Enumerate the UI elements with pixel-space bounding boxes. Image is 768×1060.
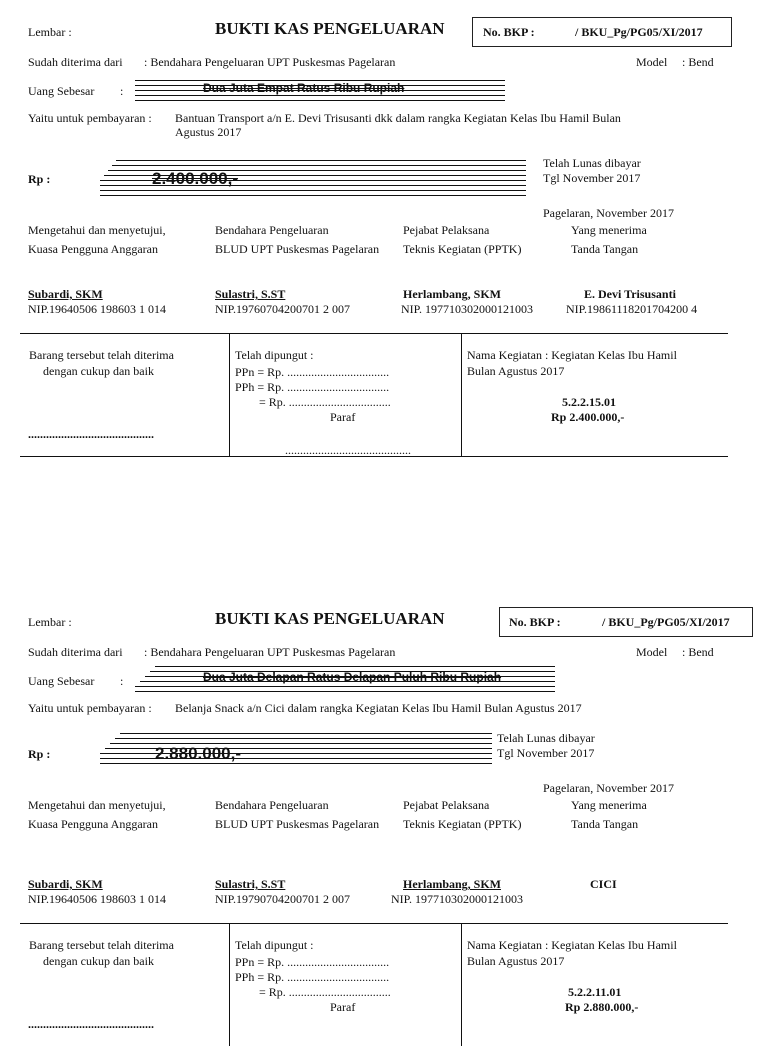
total-line: = Rp. .................................. xyxy=(259,985,391,999)
bkp-number-box xyxy=(499,607,753,637)
pph-line: PPh = Rp. .................................. xyxy=(235,380,390,394)
yaitu-line-2: Agustus 2017 xyxy=(175,125,242,139)
signatory-3-nip: NIP. 197710302000121003 xyxy=(401,302,534,316)
diterima-label: Sudah diterima dari xyxy=(28,645,123,659)
signatory-2-name: Sulastri, S.ST xyxy=(215,877,286,891)
signatory-3-name: Herlambang, SKM xyxy=(403,877,501,891)
diterima-value: : Bendahara Pengeluaran UPT Puskesmas Pagelaran xyxy=(144,55,396,69)
kode-rekening: 5.2.2.11.01 xyxy=(568,985,622,999)
diterima-label: Sudah diterima dari xyxy=(28,55,123,69)
ppn-line: PPn = Rp. .................................. xyxy=(235,365,390,379)
divider-top xyxy=(20,923,728,924)
signatory-2-name: Sulastri, S.ST xyxy=(215,287,286,301)
col1-line2: Kuasa Pengguna Anggaran xyxy=(28,817,158,831)
col4-line1: Yang menerima xyxy=(571,798,647,812)
uang-colon: : xyxy=(120,674,124,688)
barang-line1: Barang tersebut telah diterima xyxy=(29,348,174,362)
signatory-2-nip: NIP.19760704200701 2 007 xyxy=(215,302,351,316)
signatory-3-name: Herlambang, SKM xyxy=(403,287,501,301)
col4-line1: Yang menerima xyxy=(571,223,647,237)
total-line: = Rp. .................................. xyxy=(259,395,391,409)
signatory-1-nip: NIP.19640506 198603 1 014 xyxy=(28,302,167,316)
col2-line1: Bendahara Pengeluaran xyxy=(215,223,329,237)
col4-line2: Tanda Tangan xyxy=(571,242,639,256)
col3-line1: Pejabat Pelaksana xyxy=(403,798,490,812)
signatory-2-nip: NIP.19790704200701 2 007 xyxy=(215,892,351,906)
col3-line2: Teknis Kegiatan (PPTK) xyxy=(403,242,522,256)
diterima-value: : Bendahara Pengeluaran UPT Puskesmas Pagelaran xyxy=(144,645,396,659)
pph-line: PPh = Rp. .................................. xyxy=(235,970,390,984)
voucher-title: BUKTI KAS PENGELUARAN xyxy=(215,609,445,628)
dipungut-label: Telah dipungut : xyxy=(235,348,314,362)
lunas-label: Telah Lunas dibayar xyxy=(543,156,641,170)
paraf-label: Paraf xyxy=(330,410,356,424)
signatory-1-nip: NIP.19640506 198603 1 014 xyxy=(28,892,167,906)
bkp-label: No. BKP : xyxy=(509,615,561,629)
barang-sign-dots: .......................................... xyxy=(28,1017,154,1031)
kode-amount: Rp 2.880.000,- xyxy=(565,1000,639,1014)
col2-line2: BLUD UPT Puskesmas Pagelaran xyxy=(215,817,380,831)
signatory-4-name: CICI xyxy=(590,877,617,891)
signatory-4-name: E. Devi Trisusanti xyxy=(584,287,676,301)
bkp-number-box xyxy=(472,17,732,47)
lembar-label: Lembar : xyxy=(28,615,72,629)
signatory-1-name: Subardi, SKM xyxy=(28,287,103,301)
signatory-3-nip: NIP. 197710302000121003 xyxy=(391,892,524,906)
yaitu-label: Yaitu untuk pembayaran : xyxy=(28,701,152,715)
col1-line2: Kuasa Pengguna Anggaran xyxy=(28,242,158,256)
col1-line1: Mengetahui dan menyetujui, xyxy=(28,798,166,812)
paraf-dots: .......................................... xyxy=(285,443,411,457)
col3-line2: Teknis Kegiatan (PPTK) xyxy=(403,817,522,831)
divider-v2 xyxy=(461,923,462,1046)
uang-colon: : xyxy=(120,84,124,98)
barang-line1: Barang tersebut telah diterima xyxy=(29,938,174,952)
lunas-label: Telah Lunas dibayar xyxy=(497,731,595,745)
place-date: Pagelaran, November 2017 xyxy=(543,206,674,220)
signatory-1-name: Subardi, SKM xyxy=(28,877,103,891)
amount-in-words: Dua Juta Empat Ratus Ribu Rupiah xyxy=(203,81,405,95)
col1-line1: Mengetahui dan menyetujui, xyxy=(28,223,166,237)
barang-line2: dengan cukup dan baik xyxy=(43,364,154,378)
yaitu-line-1: Belanja Snack a/n Cici dalam rangka Kegiatan Kelas Ibu Hamil Bulan Agustus 2017 xyxy=(175,701,582,715)
voucher-2 xyxy=(0,590,768,1060)
divider-v1 xyxy=(229,923,230,1046)
col2-line1: Bendahara Pengeluaran xyxy=(215,798,329,812)
dipungut-label: Telah dipungut : xyxy=(235,938,314,952)
lembar-label: Lembar : xyxy=(28,25,72,39)
voucher-1 xyxy=(0,0,768,470)
kode-rekening: 5.2.2.15.01 xyxy=(562,395,616,409)
col2-line2: BLUD UPT Puskesmas Pagelaran xyxy=(215,242,380,256)
barang-sign-dots: .......................................... xyxy=(28,427,154,441)
model-value: : Bend xyxy=(682,645,714,659)
amount-number: 2.880.000,- xyxy=(155,744,242,763)
kegiatan-line1: Nama Kegiatan : Kegiatan Kelas Ibu Hamil xyxy=(467,938,677,952)
model-label: Model xyxy=(636,55,668,69)
kode-amount: Rp 2.400.000,- xyxy=(551,410,625,424)
divider-top xyxy=(20,333,728,334)
bkp-number: / BKU_Pg/PG05/XI/2017 xyxy=(575,25,703,39)
divider-v1 xyxy=(229,333,230,456)
uang-label: Uang Sebesar xyxy=(28,84,95,98)
kegiatan-line2: Bulan Agustus 2017 xyxy=(467,364,565,378)
tgl-label: Tgl November 2017 xyxy=(543,171,641,185)
col3-line1: Pejabat Pelaksana xyxy=(403,223,490,237)
amount-number: 2.400.000,- xyxy=(152,169,239,188)
model-value: : Bend xyxy=(682,55,714,69)
yaitu-label: Yaitu untuk pembayaran : xyxy=(28,111,152,125)
barang-line2: dengan cukup dan baik xyxy=(43,954,154,968)
divider-v2 xyxy=(461,333,462,456)
uang-label: Uang Sebesar xyxy=(28,674,95,688)
yaitu-line-1: Bantuan Transport a/n E. Devi Trisusanti dkk dalam rangka Kegiatan Kelas Ibu Hamil Bulan xyxy=(175,111,621,125)
signatory-4-nip: NIP.19861118201704200 4 xyxy=(566,302,698,316)
model-label: Model xyxy=(636,645,668,659)
bkp-label: No. BKP : xyxy=(483,25,535,39)
place-date: Pagelaran, November 2017 xyxy=(543,781,674,795)
bkp-number: / BKU_Pg/PG05/XI/2017 xyxy=(602,615,730,629)
col4-line2: Tanda Tangan xyxy=(571,817,639,831)
paraf-label: Paraf xyxy=(330,1000,356,1014)
kegiatan-line2: Bulan Agustus 2017 xyxy=(467,954,565,968)
kegiatan-line1: Nama Kegiatan : Kegiatan Kelas Ibu Hamil xyxy=(467,348,677,362)
rp-label: Rp : xyxy=(28,747,51,761)
rp-label: Rp : xyxy=(28,172,51,186)
amount-in-words: Dua Juta Delapan Ratus Delapan Puluh Ribu Rupiah xyxy=(203,670,502,684)
ppn-line: PPn = Rp. .................................. xyxy=(235,955,390,969)
tgl-label: Tgl November 2017 xyxy=(497,746,595,760)
voucher-title: BUKTI KAS PENGELUARAN xyxy=(215,19,445,38)
